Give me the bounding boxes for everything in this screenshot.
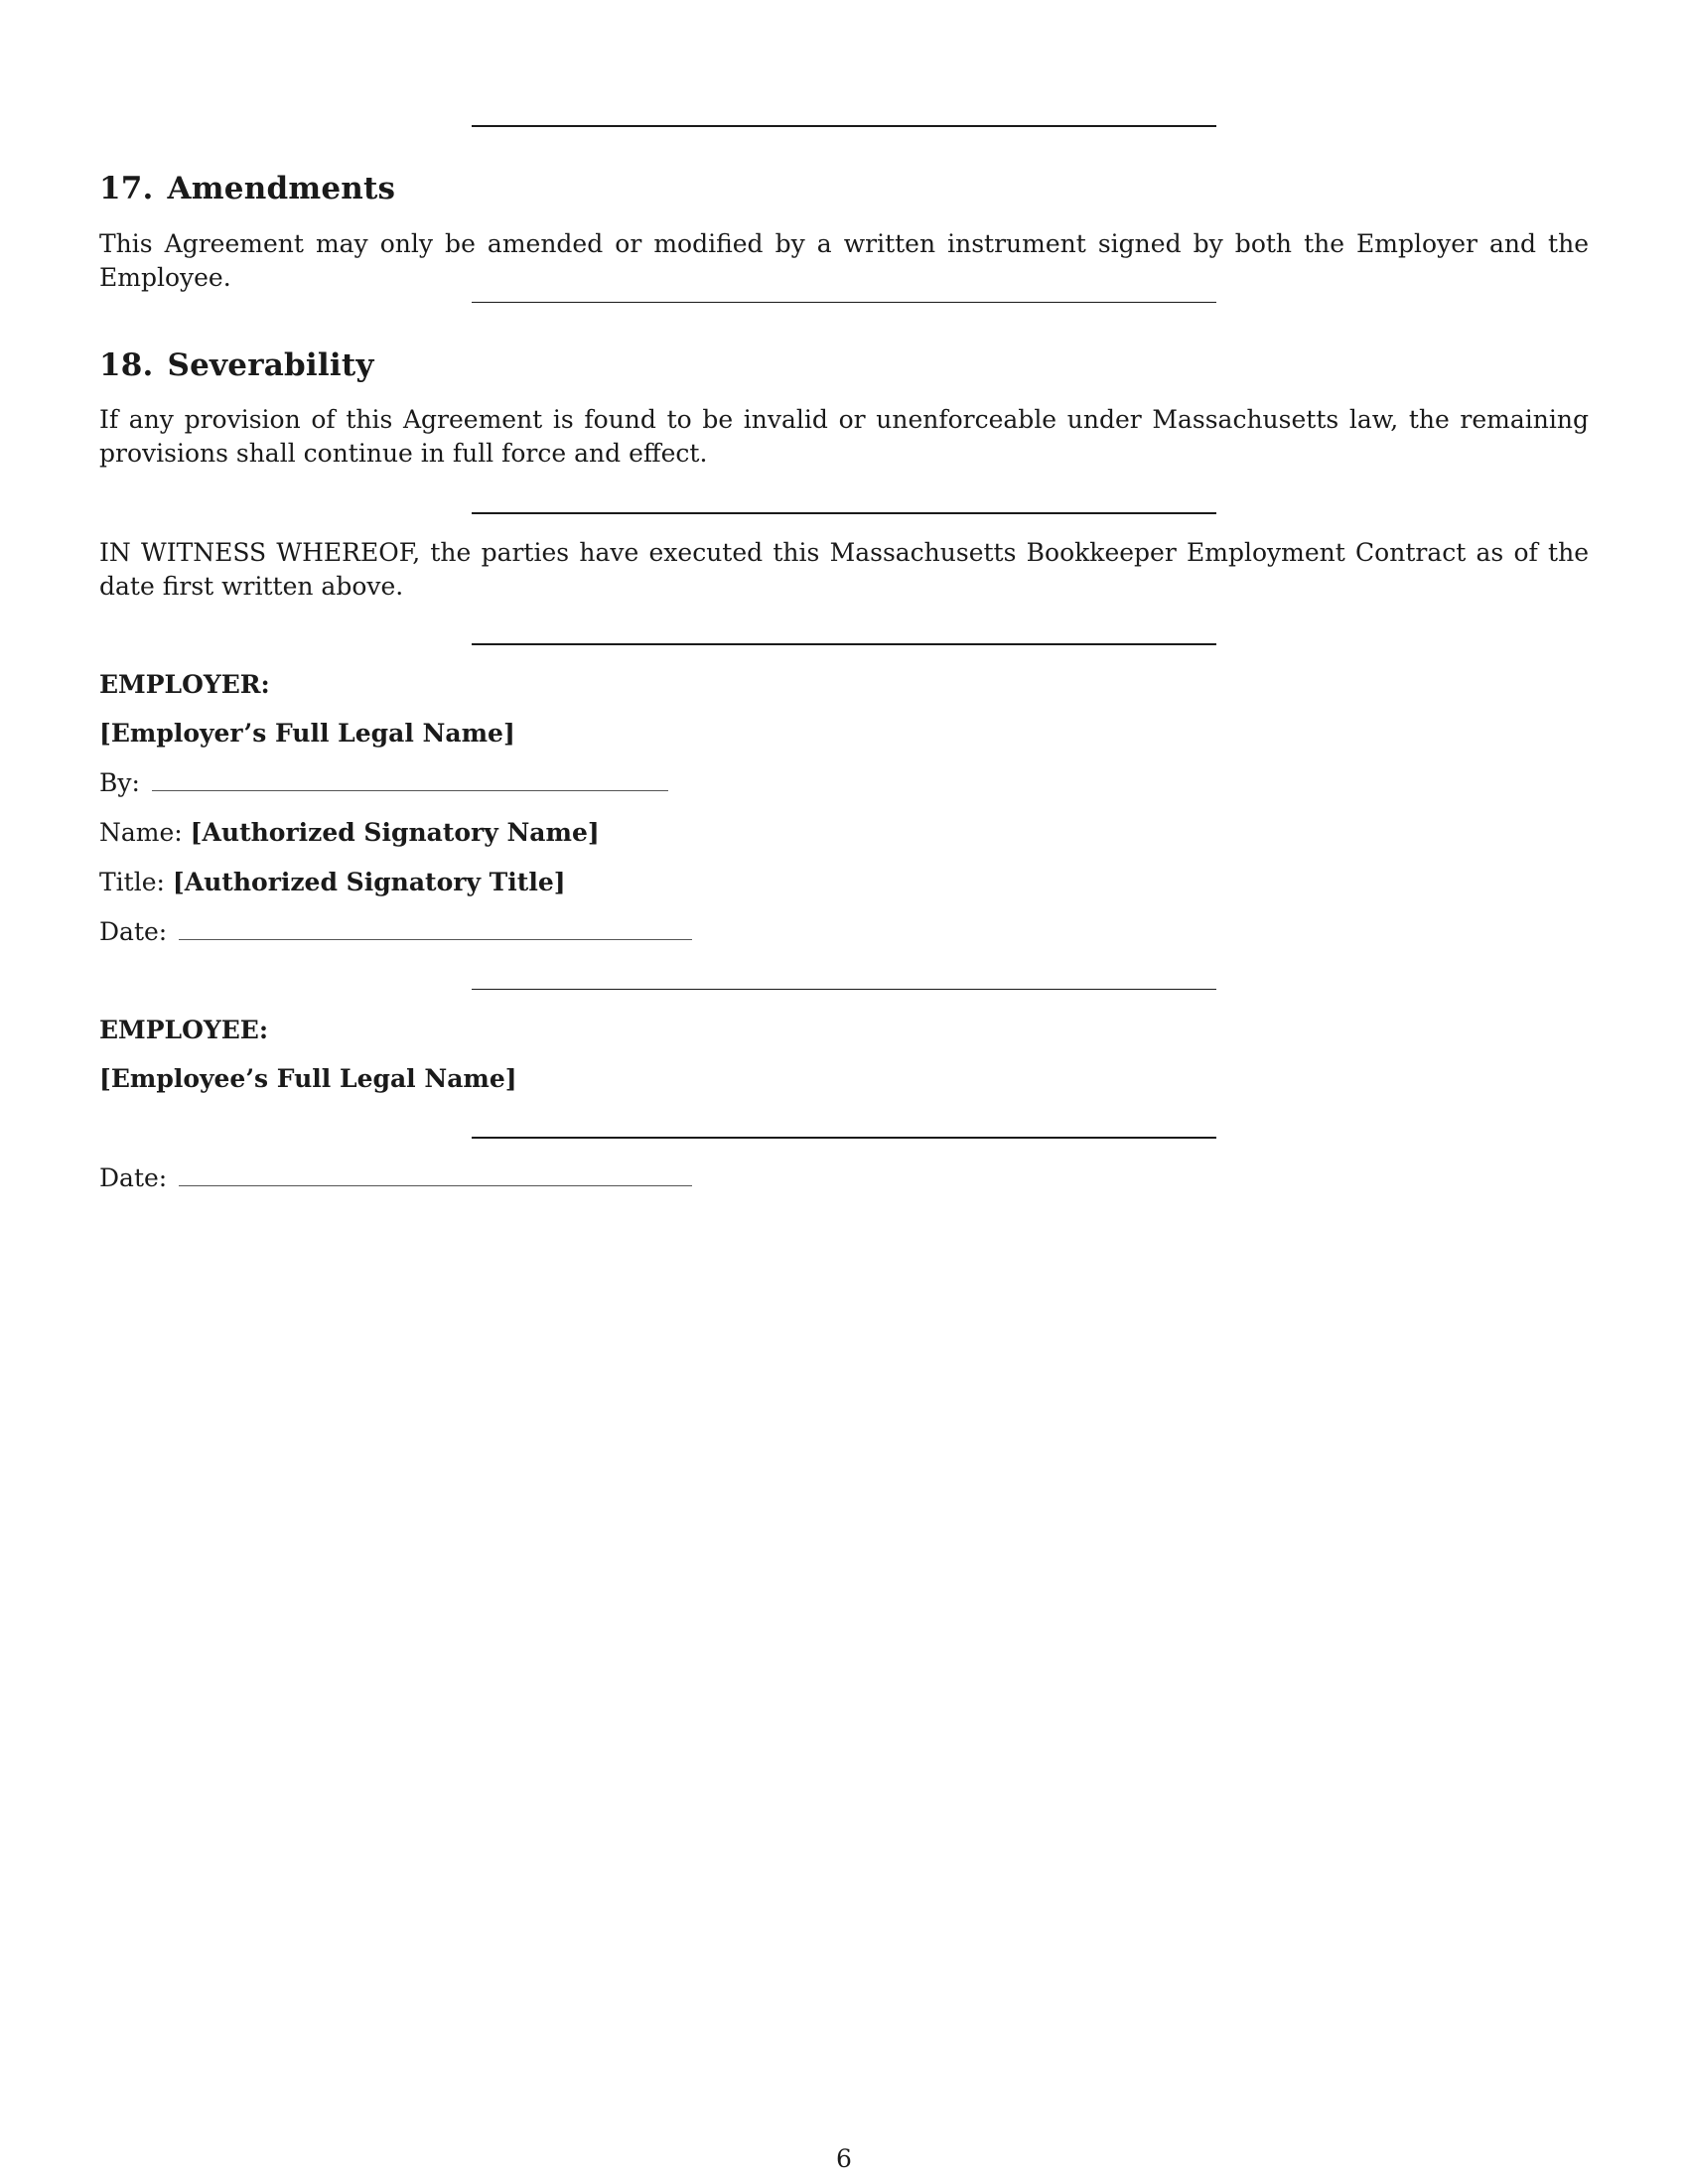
section-18-text: If any provision of this Agreement is found to be invalid or unenforceable under Massachusetts law, the remaining provisions shall continue in full force and effect. [99, 405, 1589, 468]
employer-by-label: By: [99, 768, 140, 797]
section-divider [472, 302, 1216, 303]
employer-date-label: Date: [99, 917, 168, 946]
section-17-title: Amendments [167, 171, 396, 206]
section-divider [472, 643, 1216, 645]
employer-heading: EMPLOYER: [99, 670, 270, 699]
employer-signature-line [99, 766, 668, 800]
section-18-title: Severability [167, 347, 374, 383]
employee-legal-name: [Employee’s Full Legal Name] [99, 1064, 517, 1093]
employee-date-line [99, 1161, 692, 1195]
employer-date-field[interactable] [179, 938, 692, 940]
witness-clause: IN WITNESS WHEREOF, the parties have executed this Massachusetts Bookkeeper Employment Contract as of the date first written above. [99, 538, 1589, 601]
employer-legal-name: [Employer’s Full Legal Name] [99, 719, 515, 748]
section-divider [472, 125, 1216, 127]
section-divider [472, 989, 1216, 990]
section-divider [472, 1137, 1216, 1139]
employee-heading: EMPLOYEE: [99, 1016, 269, 1044]
employer-date-line [99, 915, 692, 949]
section-17-text: This Agreement may only be amended or modified by a written instrument signed by both the Employer and the Employee. [99, 229, 1589, 292]
section-17-heading [99, 171, 395, 206]
employer-name-label: Name: [99, 818, 183, 847]
page-number: 6 [836, 2144, 852, 2173]
employer-title-value: [Authorized Signatory Title] [172, 868, 566, 896]
employer-name-value: [Authorized Signatory Name] [190, 818, 600, 847]
employer-title-label: Title: [99, 868, 165, 896]
section-17-number: 17. [99, 171, 154, 206]
section-18-heading [99, 347, 374, 383]
employee-date-label: Date: [99, 1163, 168, 1192]
section-18-number: 18. [99, 347, 154, 383]
section-divider [472, 512, 1216, 514]
employer-name-line [99, 816, 600, 850]
employer-title-line [99, 866, 566, 899]
employee-date-field[interactable] [179, 1184, 692, 1186]
employer-signature-field[interactable] [152, 789, 668, 791]
